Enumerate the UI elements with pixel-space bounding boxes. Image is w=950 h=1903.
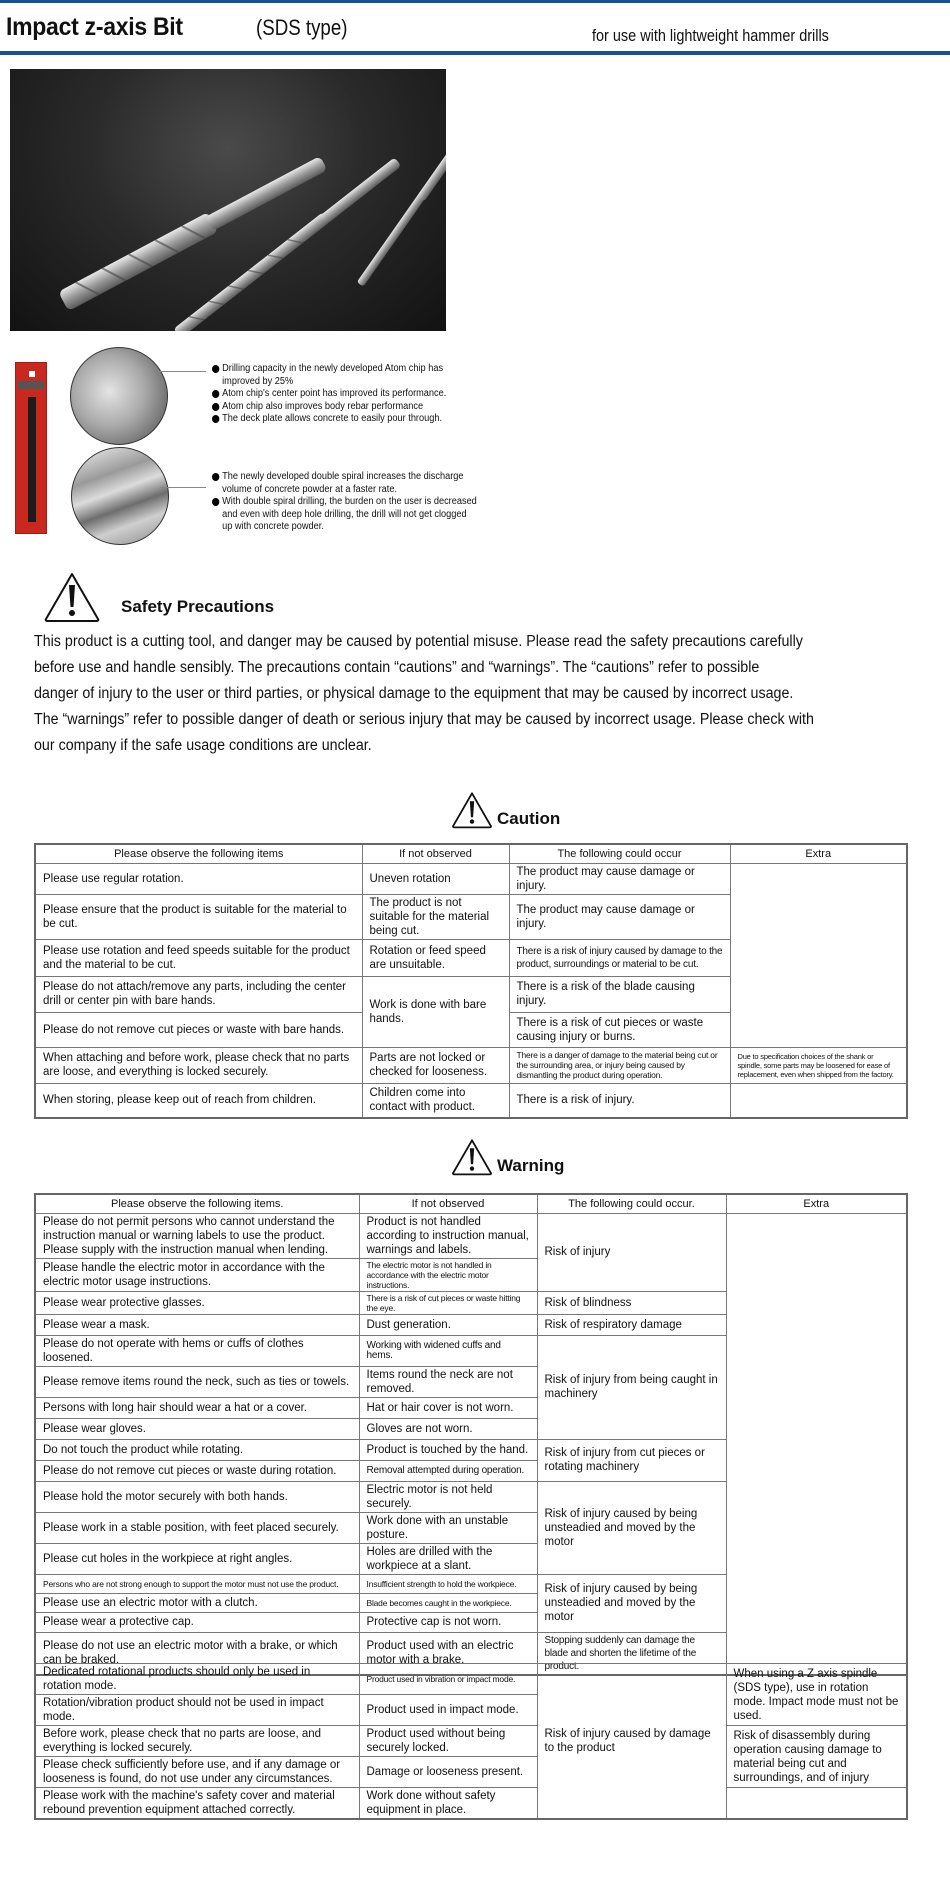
package-label-band <box>18 381 44 389</box>
safety-line: This product is a cutting tool, and danger may be caused by potential misuse. Please read the safety precautions carefully <box>34 633 803 650</box>
table-row <box>35 1047 907 1083</box>
if-not-cell: Work is done with bare hands. <box>362 976 509 1047</box>
if-not-cell: Product used in vibration or impact mode. <box>359 1664 537 1695</box>
feature-item: Atom chip's center point has improved its performance. <box>212 388 479 401</box>
safety-line: before use and handle sensibly. The precautions contain “cautions” and “warnings”. The “cautions” refer to possible <box>34 659 760 676</box>
occur-cell: Risk of injury from being caught in machinery <box>537 1335 726 1439</box>
observe-cell: Please ensure that the product is suitable for the material to be cut. <box>35 894 362 939</box>
occur-cell: Risk of injury from cut pieces or rotating machinery <box>537 1439 726 1481</box>
column-header: If not observed <box>362 844 509 863</box>
if-not-cell: There is a risk of cut pieces or waste hitting the eye. <box>359 1291 537 1314</box>
feature-item: With double spiral drilling, the burden on the user is decreased and even with deep hole drilling, the drill will not get clogged up with concrete powder. <box>212 496 479 534</box>
if-not-cell: Uneven rotation <box>362 863 509 894</box>
if-not-cell: Rotation or feed speed are unsuitable. <box>362 939 509 976</box>
warning-table-continued <box>34 1663 908 1820</box>
extra-cell-empty <box>726 1213 907 1675</box>
extra-cell: When using a Z axis spindle (SDS type), use in rotation mode. Impact mode must not be used. <box>726 1664 907 1726</box>
caution-title: Caution <box>497 809 561 828</box>
safety-line: danger of injury to the user or third parties, or physical damage to the equipment that may be caused by incorrect usage. <box>34 685 794 702</box>
occur-cell: There is a risk of cut pieces or waste causing injury or burns. <box>509 1012 730 1047</box>
double-spiral-detail-image <box>71 447 169 545</box>
observe-cell: Please handle the electric motor in accordance with the electric motor usage instructions. <box>35 1258 359 1291</box>
feature-item: Drilling capacity in the newly developed Atom chip has improved by 25% <box>212 363 479 388</box>
feature-item: The newly developed double spiral increases the discharge volume of concrete powder at a faster rate. <box>212 471 479 496</box>
if-not-cell: Product is not handled according to instruction manual, warnings and labels. <box>359 1213 537 1258</box>
column-header: Please observe the following items <box>35 844 362 863</box>
drill-bits-illustration <box>10 69 446 331</box>
header-top-rule <box>0 0 950 3</box>
occur-cell: Stopping suddenly can damage the blade and shorten the lifetime of the product. <box>537 1632 726 1675</box>
safety-line: The “warnings” refer to possible danger of death or serious injury that may be caused by incorrect usage. Please check with <box>34 711 814 728</box>
occur-cell: Risk of injury caused by being unsteadied and moved by the motor <box>537 1481 726 1574</box>
observe-cell: Please do not remove cut pieces or waste during rotation. <box>35 1460 359 1481</box>
observe-cell: Please do not remove cut pieces or waste with bare hands. <box>35 1012 362 1047</box>
observe-cell: Please wear gloves. <box>35 1418 359 1439</box>
if-not-cell: Insufficient strength to hold the workpiece. <box>359 1574 537 1593</box>
observe-cell: Persons who are not strong enough to support the motor must not use the product. <box>35 1574 359 1593</box>
leader-line <box>160 487 206 488</box>
observe-cell: Please wear protective glasses. <box>35 1291 359 1314</box>
if-not-cell: Protective cap is not worn. <box>359 1612 537 1632</box>
observe-cell: Please wear a protective cap. <box>35 1612 359 1632</box>
safety-precautions-title: Safety Precautions <box>121 597 275 616</box>
if-not-cell: Items round the neck are not removed. <box>359 1366 537 1397</box>
occur-cell: Risk of injury <box>537 1213 726 1291</box>
extra-cell-empty <box>730 863 907 1047</box>
observe-cell: Please use rotation and feed speeds suitable for the product and the material to be cut. <box>35 939 362 976</box>
product-photo <box>10 69 446 331</box>
column-header: Extra <box>730 844 907 863</box>
observe-cell: Please check sufficiently before use, and if any damage or looseness is found, do not use under any circumstances. <box>35 1757 359 1788</box>
if-not-cell: Product used without being securely locked. <box>359 1726 537 1757</box>
if-not-cell: Dust generation. <box>359 1314 537 1335</box>
column-header: Extra <box>726 1194 907 1213</box>
occur-cell: The product may cause damage or injury. <box>509 894 730 939</box>
column-header: If not observed <box>359 1194 537 1213</box>
safety-precautions-text <box>34 629 844 759</box>
warning-title: Warning <box>497 1156 565 1175</box>
table-header-row <box>35 1194 907 1213</box>
if-not-cell: The electric motor is not handled in accordance with the electric motor instructions. <box>359 1258 537 1291</box>
warning-triangle-icon <box>43 571 101 623</box>
packaged-bit <box>28 397 36 522</box>
observe-cell: Please do not attach/remove any parts, including the center drill or center pin with bare hands. <box>35 976 362 1012</box>
occur-cell: There is a risk of injury. <box>509 1083 730 1118</box>
page-title: Impact z-axis Bit <box>6 13 183 41</box>
if-not-cell: Product used with an electric motor with a brake. <box>359 1632 537 1675</box>
caution-heading <box>451 791 560 829</box>
extra-cell: Risk of disassembly during operation causing damage to material being cut and surroundings, and of injury <box>726 1726 907 1788</box>
if-not-cell: Blade becomes caught in the workpiece. <box>359 1593 537 1612</box>
column-header: The following could occur. <box>537 1194 726 1213</box>
extra-cell: Due to specification choices of the shank or spindle, some parts may be loosened for ease of replacement, even when shipped from the factory. <box>730 1047 907 1083</box>
if-not-cell: Parts are not locked or checked for looseness. <box>362 1047 509 1083</box>
if-not-cell: Gloves are not worn. <box>359 1418 537 1439</box>
if-not-cell: Product is touched by the hand. <box>359 1439 537 1460</box>
observe-cell: Please work in a stable position, with feet placed securely. <box>35 1512 359 1543</box>
if-not-cell: Damage or looseness present. <box>359 1757 537 1788</box>
observe-cell: When attaching and before work, please check that no parts are loose, and everything is locked securely. <box>35 1047 362 1083</box>
table-row <box>35 1664 907 1695</box>
if-not-cell: Holes are drilled with the workpiece at a slant. <box>359 1543 537 1574</box>
observe-cell: Please use regular rotation. <box>35 863 362 894</box>
if-not-cell: Work done with an unstable posture. <box>359 1512 537 1543</box>
observe-cell: Dedicated rotational products should only be used in rotation mode. <box>35 1664 359 1695</box>
column-header: The following could occur <box>509 844 730 863</box>
occur-cell: Risk of injury caused by damage to the product <box>537 1664 726 1820</box>
observe-cell: Please cut holes in the workpiece at right angles. <box>35 1543 359 1574</box>
feature-list-double-spiral <box>212 471 479 534</box>
observe-cell: Before work, please check that no parts are loose, and everything is locked securely. <box>35 1726 359 1757</box>
observe-cell: Persons with long hair should wear a hat or a cover. <box>35 1397 359 1418</box>
occur-cell: There is a danger of damage to the material being cut or the surrounding area, or injury being caused by dismantling the product during operation. <box>509 1047 730 1083</box>
if-not-cell: Electric motor is not held securely. <box>359 1481 537 1512</box>
occur-cell: Risk of respiratory damage <box>537 1314 726 1335</box>
table-row <box>35 1726 907 1757</box>
extra-cell-empty <box>730 1083 907 1118</box>
if-not-cell: Product used in impact mode. <box>359 1695 537 1726</box>
observe-cell: Rotation/vibration product should not be used in impact mode. <box>35 1695 359 1726</box>
observe-cell: When storing, please keep out of reach from children. <box>35 1083 362 1118</box>
feature-item: The deck plate allows concrete to easily pour through. <box>212 413 479 426</box>
safety-line: our company if the safe usage conditions are unclear. <box>34 737 372 754</box>
occur-cell: There is a risk of injury caused by damage to the product, surroundings or material to be cut. <box>509 939 730 976</box>
if-not-cell: The product is not suitable for the material being cut. <box>362 894 509 939</box>
caution-triangle-icon <box>451 791 493 829</box>
if-not-cell: Children come into contact with product. <box>362 1083 509 1118</box>
warning-triangle-icon <box>451 1138 493 1176</box>
usage-note: for use with lightweight hammer drills <box>592 26 829 45</box>
atom-chip-detail-image <box>70 347 168 445</box>
occur-cell: There is a risk of the blade causing injury. <box>509 976 730 1012</box>
observe-cell: Please wear a mask. <box>35 1314 359 1335</box>
leader-line <box>160 371 206 372</box>
column-header: Please observe the following items. <box>35 1194 359 1213</box>
observe-cell: Please hold the motor securely with both hands. <box>35 1481 359 1512</box>
if-not-cell: Working with widened cuffs and hems. <box>359 1335 537 1366</box>
if-not-cell: Removal attempted during operation. <box>359 1460 537 1481</box>
occur-cell: Risk of injury caused by being unsteadied and moved by the motor <box>537 1574 726 1632</box>
table-row <box>35 863 907 894</box>
observe-cell: Please do not permit persons who cannot understand the instruction manual or warning labels to use the product. Please supply with the instruction manual when lending. <box>35 1213 359 1258</box>
hang-hole <box>29 371 35 377</box>
table-row <box>35 1788 907 1820</box>
feature-list-atom-chip <box>212 363 479 426</box>
if-not-cell: Work done without safety equipment in place. <box>359 1788 537 1820</box>
occur-cell: Risk of blindness <box>537 1291 726 1314</box>
observe-cell: Please work with the machine's safety cover and material rebound prevention equipment attached correctly. <box>35 1788 359 1820</box>
observe-cell: Please do not use an electric motor with a brake, or which can be braked. <box>35 1632 359 1675</box>
caution-table <box>34 843 908 1119</box>
feature-item: Atom chip also improves body rebar performance <box>212 401 479 414</box>
occur-cell: The product may cause damage or injury. <box>509 863 730 894</box>
warning-table <box>34 1193 908 1676</box>
observe-cell: Please use an electric motor with a clutch. <box>35 1593 359 1612</box>
product-package-image <box>15 362 47 534</box>
page-subtitle: (SDS type) <box>256 15 348 40</box>
table-row <box>35 1083 907 1118</box>
observe-cell: Please remove items round the neck, such as ties or towels. <box>35 1366 359 1397</box>
table-row <box>35 1213 907 1258</box>
header-bottom-rule <box>0 51 950 55</box>
warning-heading <box>451 1138 564 1176</box>
observe-cell: Please do not operate with hems or cuffs of clothes loosened. <box>35 1335 359 1366</box>
observe-cell: Do not touch the product while rotating. <box>35 1439 359 1460</box>
if-not-cell: Hat or hair cover is not worn. <box>359 1397 537 1418</box>
table-header-row <box>35 844 907 863</box>
